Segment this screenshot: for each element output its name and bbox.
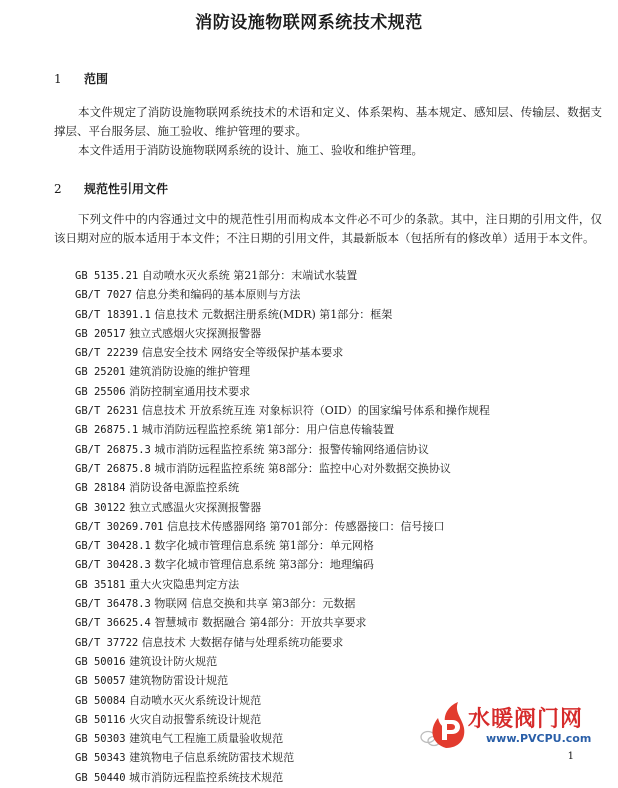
reference-item xyxy=(75,420,490,439)
reference-title: 信息技术 元数据注册系统(MDR) 第1部分：框架 xyxy=(154,307,393,321)
reference-code: GB 35181 xyxy=(75,578,126,591)
reference-item xyxy=(75,266,490,285)
reference-code: GB/T 26875.8 xyxy=(75,462,151,475)
page-number: 1 xyxy=(567,751,574,762)
reference-title: 火灾自动报警系统设计规范 xyxy=(129,712,262,726)
page-title: 消防设施物联网系统技术规范 xyxy=(195,13,423,33)
reference-item xyxy=(75,575,490,594)
reference-code: GB/T 30428.3 xyxy=(75,559,151,572)
reference-title: 信息分类和编码的基本原则与方法 xyxy=(135,288,301,302)
reference-title: 数字化城市管理信息系统 第1部分：单元网格 xyxy=(154,539,374,553)
reference-code: GB/T 36478.3 xyxy=(75,598,151,611)
section-1-paragraph-2: 本文件适用于消防设施物联网系统的设计、施工、验收和维护管理。 xyxy=(78,143,423,157)
reference-code: GB/T 26231 xyxy=(75,405,139,418)
reference-title: 建筑设计防火规范 xyxy=(129,654,218,668)
reference-item xyxy=(75,671,490,690)
reference-code: GB/T 30428.1 xyxy=(75,540,151,553)
section-2-intro: 下列文件中的内容通过文中的规范性引用而构成本文件必不可少的条款。其中，注日期的引用文件，仅该日期对应的版本适用于本文件；不注日期的引用文件，其最新版本（包括所有的修改单）适用于本文件。 xyxy=(54,212,602,245)
reference-title: 独立式感烟火灾探测报警器 xyxy=(129,326,262,340)
reference-title: 自动喷水灭火系统 第21部分：末端试水装置 xyxy=(141,269,358,282)
reference-title: 城市消防远程监控系统 第8部分：监控中心对外数据交换协议 xyxy=(154,461,451,475)
site-watermark xyxy=(424,698,614,756)
reference-title: 物联网 信息交换和共享 第3部分：元数据 xyxy=(154,597,356,611)
reference-item xyxy=(75,633,490,652)
reference-title: 独立式感温火灾探测报警器 xyxy=(129,500,262,514)
reference-title: 建筑消防设施的维护管理 xyxy=(129,365,251,379)
reference-code: GB/T 22239 xyxy=(75,347,139,360)
section-1-heading xyxy=(54,70,108,87)
reference-title: 信息技术 大数据存储与处理系统功能要求 xyxy=(141,635,344,649)
reference-item xyxy=(75,517,490,536)
reference-code: GB 20517 xyxy=(75,327,126,340)
reference-title: 信息技术传感器网络 第701部分：传感器接口：信号接口 xyxy=(167,519,445,533)
reference-code: GB 25506 xyxy=(75,385,126,398)
reference-code: GB/T 37722 xyxy=(75,636,139,649)
reference-code: GB/T 7027 xyxy=(75,289,132,302)
section-2-title: 规范性引用文件 xyxy=(84,182,169,196)
reference-code: GB 50057 xyxy=(75,675,126,688)
reference-title: 信息技术 开放系统互连 对象标识符（OID）的国家编号体系和操作规程 xyxy=(141,404,490,418)
reference-item xyxy=(75,536,490,555)
reference-item xyxy=(75,401,490,420)
reference-code: GB 30122 xyxy=(75,501,126,514)
section-2-heading xyxy=(54,180,168,197)
reference-title: 信息安全技术 网络安全等级保护基本要求 xyxy=(141,346,344,360)
reference-item xyxy=(75,478,490,497)
reference-title: 建筑物电子信息系统防雷技术规范 xyxy=(129,751,295,765)
reference-code: GB/T 30269.701 xyxy=(75,520,164,533)
reference-item xyxy=(75,555,490,574)
reference-item xyxy=(75,324,490,343)
reference-item xyxy=(75,362,490,381)
reference-title: 自动喷水灭火系统设计规范 xyxy=(129,693,262,707)
reference-title: 城市消防远程监控系统 第3部分：报警传输网络通信协议 xyxy=(154,442,429,456)
section-1-number: 1 xyxy=(54,72,62,86)
reference-code: GB 25201 xyxy=(75,366,126,379)
reference-item xyxy=(75,305,490,324)
reference-code: GB/T 36625.4 xyxy=(75,617,151,630)
reference-item xyxy=(75,768,490,787)
reference-code: GB 26875.1 xyxy=(75,424,139,437)
reference-item xyxy=(75,382,490,401)
reference-title: 消防设备电源监控系统 xyxy=(129,481,240,495)
reference-item xyxy=(75,613,490,632)
reference-code: GB/T 18391.1 xyxy=(75,308,151,321)
reference-code: GB/T 26875.3 xyxy=(75,443,151,456)
reference-title: 数字化城市管理信息系统 第3部分：地理编码 xyxy=(154,558,374,572)
reference-code: GB 28184 xyxy=(75,482,126,495)
reference-item xyxy=(75,652,490,671)
reference-title: 建筑物防雷设计规范 xyxy=(129,674,229,688)
reference-title: 城市消防远程监控系统 第1部分：用户信息传输装置 xyxy=(141,423,395,437)
watermark-brand: 水暖阀门网 xyxy=(468,707,584,732)
reference-item xyxy=(75,594,490,613)
section-1-title: 范围 xyxy=(84,72,109,86)
reference-code: GB 50303 xyxy=(75,733,126,746)
reference-title: 城市消防远程监控系统技术规范 xyxy=(129,770,284,784)
reference-item xyxy=(75,459,490,478)
reference-title: 重大火灾隐患判定方法 xyxy=(129,577,240,591)
section-2-number: 2 xyxy=(54,182,62,196)
reference-title: 消防控制室通用技术要求 xyxy=(129,384,251,398)
reference-code: GB 50116 xyxy=(75,713,126,726)
reference-code: GB 50016 xyxy=(75,655,126,668)
watermark-url: www.PVCPU.com xyxy=(486,732,592,745)
reference-code: GB 5135.21 xyxy=(75,270,139,282)
reference-item xyxy=(75,343,490,362)
reference-code: GB 50440 xyxy=(75,771,126,784)
reference-item xyxy=(75,498,490,517)
reference-code: GB 50084 xyxy=(75,694,126,707)
section-1-paragraph-1: 本文件规定了消防设施物联网系统技术的术语和定义、体系架构、基本规定、感知层、传输层、数据支撑层、平台服务层、施工验收、维护管理的要求。 xyxy=(54,105,602,138)
reference-item xyxy=(75,285,490,304)
reference-title: 建筑电气工程施工质量验收规范 xyxy=(129,732,284,746)
flame-p-logo-icon xyxy=(424,700,474,756)
reference-item xyxy=(75,440,490,459)
reference-title: 智慧城市 数据融合 第4部分：开放共享要求 xyxy=(154,616,367,630)
reference-code: GB 50343 xyxy=(75,752,126,765)
